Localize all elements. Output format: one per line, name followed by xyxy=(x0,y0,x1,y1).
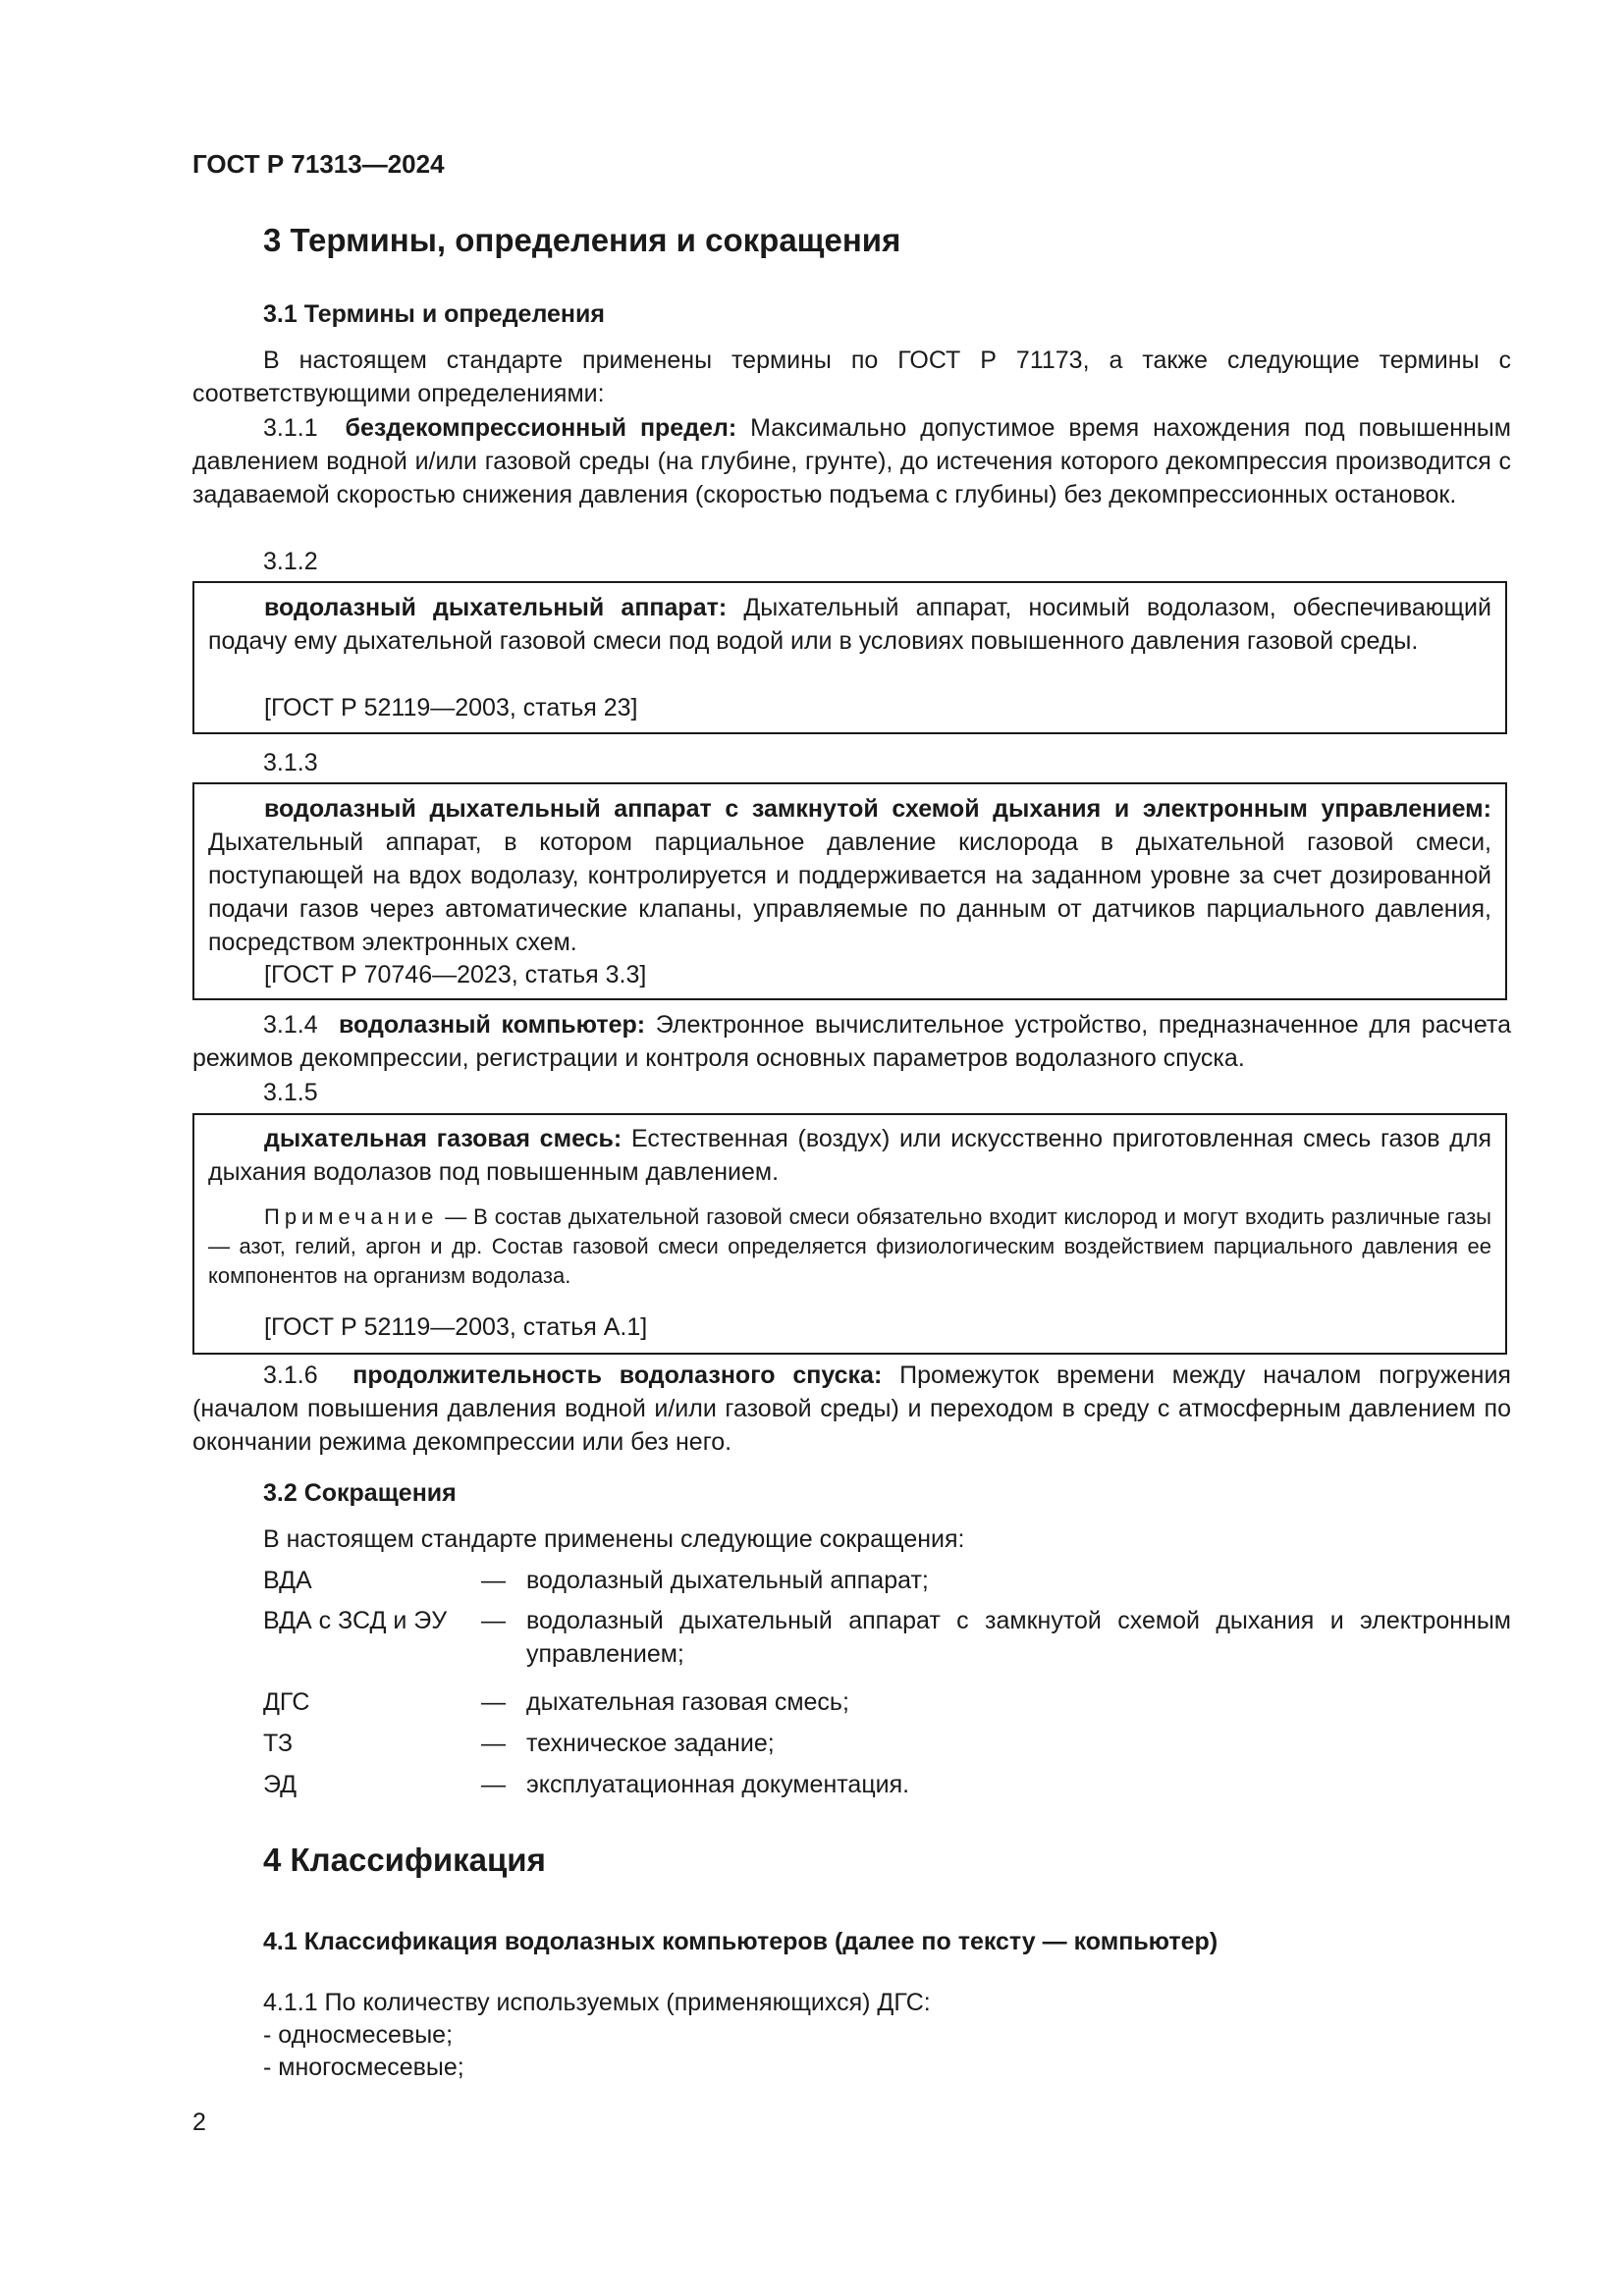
term-definition: Промежуток времени между началом погружения (началом повышения давления водной и/или газовой среды) и переходом в среду с атмосферным давлением по окончании режима декомпрессии или без него. xyxy=(192,1362,1511,1456)
abbreviation-key: ВДА xyxy=(263,1567,312,1594)
term-3-1-1 xyxy=(192,411,1511,511)
term-name: бездекомпрессионный предел: xyxy=(345,414,737,442)
subsection-3-2-title: 3.2 Сокращения xyxy=(263,1479,457,1507)
abbreviation-dash: — xyxy=(481,1607,506,1634)
abbreviation-value: водолазный дыхательный аппарат; xyxy=(526,1567,929,1594)
abbreviation-dash: — xyxy=(481,1730,506,1757)
term-number: 3.1.1 xyxy=(263,414,318,442)
term-definition: Дыхательный аппарат, в котором парциальное давление кислорода в дыхательной газовой смеси, поступающей на вдох водолазу, контролируется и поддерживается на заданном уровне за счет дозированной подачи газов через автоматические клапаны, управляемые по данным от датчиков парциального давления, посредством электронных схем. xyxy=(208,828,1491,956)
abbreviation-key: ТЗ xyxy=(263,1730,294,1757)
note-text: — В состав дыхательной газовой смеси обязательно входит кислород и могут входить различные газы — азот, гелий, аргон и др. Состав газовой смеси определяется физиологическим воздействием парциального давления ее компонентов на организм водолаза. xyxy=(208,1204,1491,1288)
term-source: [ГОСТ Р 52119—2003, статья 23] xyxy=(264,694,638,721)
abbreviation-row xyxy=(263,1727,1511,1766)
abbreviations-intro: В настоящем стандарте применены следующие сокращения: xyxy=(263,1525,965,1553)
abbreviation-key: ВДА с ЗСД и ЭУ xyxy=(263,1607,448,1634)
term-3-1-5 xyxy=(208,1122,1491,1189)
abbreviation-value: эксплуатационная документация. xyxy=(526,1771,910,1798)
term-number: 3.1.6 xyxy=(263,1362,318,1389)
abbreviation-row xyxy=(263,1564,1511,1603)
term-definition: Дыхательный аппарат, носимый водолазом, обеспечивающий подачу ему дыхательной газовой смеси под водой или в условиях повышенного давления газовой среды. xyxy=(208,594,1491,655)
abbreviation-value: дыхательная газовая смесь; xyxy=(526,1688,849,1716)
document-header: ГОСТ Р 71313—2024 xyxy=(192,149,445,179)
abbreviation-dash: — xyxy=(481,1688,506,1716)
abbreviation-dash: — xyxy=(481,1771,506,1798)
list-item: - многосмесевые; xyxy=(263,2054,464,2081)
term-box-3-1-2 xyxy=(192,581,1507,734)
abbreviation-row xyxy=(263,1768,1511,1807)
abbreviation-key: ДГС xyxy=(263,1688,310,1716)
term-definition: Естественная (воздух) или искусственно приготовленная смесь газов для дыхания водолазов под повышенным давлением. xyxy=(208,1125,1491,1186)
term-3-1-3 xyxy=(208,792,1491,959)
term-source: [ГОСТ Р 52119—2003, статья А.1] xyxy=(264,1313,648,1341)
section-4-title: 4 Классификация xyxy=(263,1842,546,1878)
term-number: 3.1.4 xyxy=(263,1011,318,1039)
abbreviation-value: водолазный дыхательный аппарат с замкнутой схемой дыхания и электронным управлением; xyxy=(526,1607,1511,1668)
abbreviation-value: техническое задание; xyxy=(526,1730,775,1757)
term-number-3-1-2: 3.1.2 xyxy=(263,548,318,575)
term-name: дыхательная газовая смесь: xyxy=(264,1125,623,1152)
term-3-1-4 xyxy=(192,1008,1511,1075)
page-number: 2 xyxy=(192,2109,206,2136)
term-note xyxy=(208,1202,1491,1291)
term-box-3-1-5 xyxy=(192,1113,1507,1355)
term-name: водолазный дыхательный аппарат с замкнутой схемой дыхания и электронным управлением: xyxy=(264,795,1491,823)
term-number-3-1-5: 3.1.5 xyxy=(263,1079,318,1106)
term-name: водолазный компьютер: xyxy=(339,1011,646,1039)
term-3-1-6 xyxy=(192,1359,1511,1459)
term-definition: Максимально допустимое время нахождения под повышенным давлением водной и/или газовой среды (на глубине, грунте), до истечения которого декомпрессия производится с задаваемой скоростью снижения давления (скоростью подъема с глубины) без декомпрессионных остановок. xyxy=(192,414,1511,508)
list-item: - односмесевые; xyxy=(263,2021,454,2049)
section-3-title: 3 Термины, определения и сокращения xyxy=(263,222,901,258)
abbreviation-key: ЭД xyxy=(263,1771,298,1798)
term-definition: Электронное вычислительное устройство, предназначенное для расчета режимов декомпрессии, регистрации и контроля основных параметров водолазного спуска. xyxy=(192,1011,1511,1072)
abbreviation-row xyxy=(263,1604,1511,1679)
subsection-4-1-title: 4.1 Классификация водолазных компьютеров (далее по тексту — компьютер) xyxy=(263,1928,1218,1955)
abbreviation-row xyxy=(263,1685,1511,1725)
term-box-3-1-3 xyxy=(192,782,1507,1000)
abbreviation-dash: — xyxy=(481,1567,506,1594)
terms-intro: В настоящем стандарте применены термины по ГОСТ Р 71173, а также следующие термины с соответствующими определениями: xyxy=(192,347,1511,407)
term-name: продолжительность водолазного спуска: xyxy=(352,1362,883,1389)
term-number-3-1-3: 3.1.3 xyxy=(263,749,318,776)
term-3-1-2 xyxy=(208,591,1491,658)
paragraph-4-1-1: 4.1.1 По количеству используемых (применяющихся) ДГС: xyxy=(263,1989,931,2016)
term-name: водолазный дыхательный аппарат: xyxy=(264,594,728,621)
note-label: Примечание xyxy=(264,1204,439,1229)
term-source: [ГОСТ Р 70746—2023, статья 3.3] xyxy=(264,961,647,988)
subsection-3-1-title: 3.1 Термины и определения xyxy=(263,300,605,328)
